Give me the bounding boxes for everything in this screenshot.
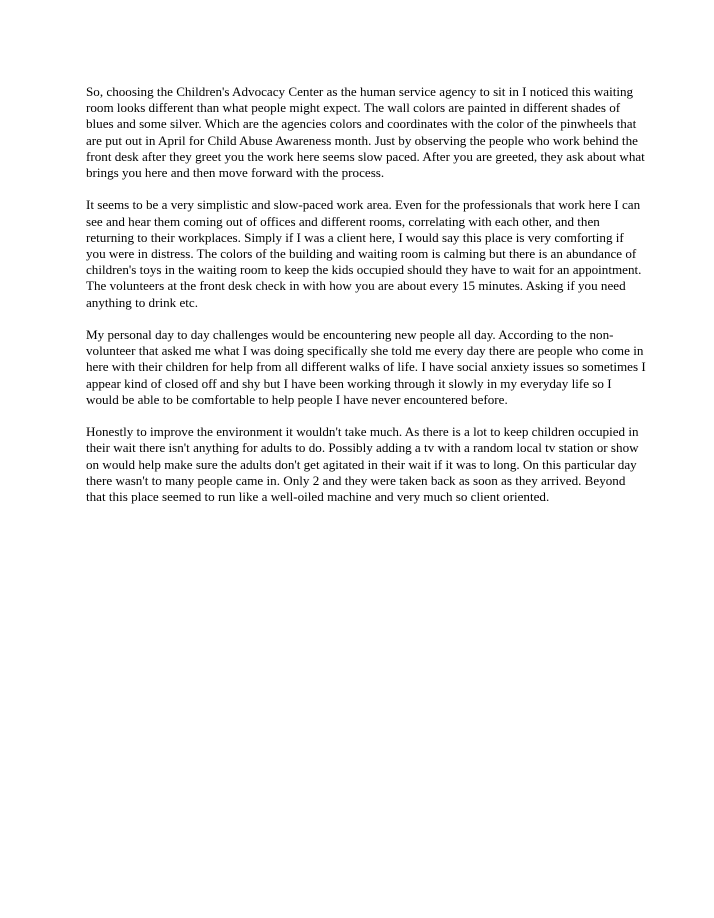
document-body <box>86 84 646 521</box>
paragraph-1: So, choosing the Children's Advocacy Center as the human service agency to sit in I noticed this waiting room looks different than what people might expect. The wall colors are painted in different shades of blues and some silver. Which are the agencies colors and coordinates with the color of the pinwheels that are put out in April for Child Abuse Awareness month. Just by observing the people who work behind the front desk after they greet you the work here seems slow paced. After you are greeted, they ask about what brings you here and then move forward with the process. <box>86 84 645 181</box>
paragraph-2: It seems to be a very simplistic and slow-paced work area. Even for the professionals that work here I can see and hear them coming out of offices and different rooms, correlating with each other, and then returning to their workplaces. Simply if I was a client here, I would say this place is very comforting if you were in distress. The colors of the building and waiting room is calming but there is an abundance of children's toys in the waiting room to keep the kids occupied should they have to wait for an appointment. The volunteers at the front desk check in with how you are about every 15 minutes. Asking if you need anything to drink etc. <box>86 197 642 310</box>
paragraph-3: My personal day to day challenges would be encountering new people all day. According to the non-volunteer that asked me what I was doing specifically she told me every day there are people who come in here with their children for help from all different walks of life. I have social anxiety issues so sometimes I appear kind of closed off and shy but I have been working through it slowly in my everyday life so I would be able to be comfortable to help people I have never encountered before. <box>86 327 646 407</box>
paragraph-4: Honestly to improve the environment it wouldn't take much. As there is a lot to keep children occupied in their wait there isn't anything for adults to do. Possibly adding a tv with a random local tv station or show on would help make sure the adults don't get agitated in their wait if it was to long. On this particular day there wasn't to many people came in. Only 2 and they were taken back as soon as they arrived. Beyond that this place seemed to run like a well-oiled machine and very much so client oriented. <box>86 424 639 505</box>
